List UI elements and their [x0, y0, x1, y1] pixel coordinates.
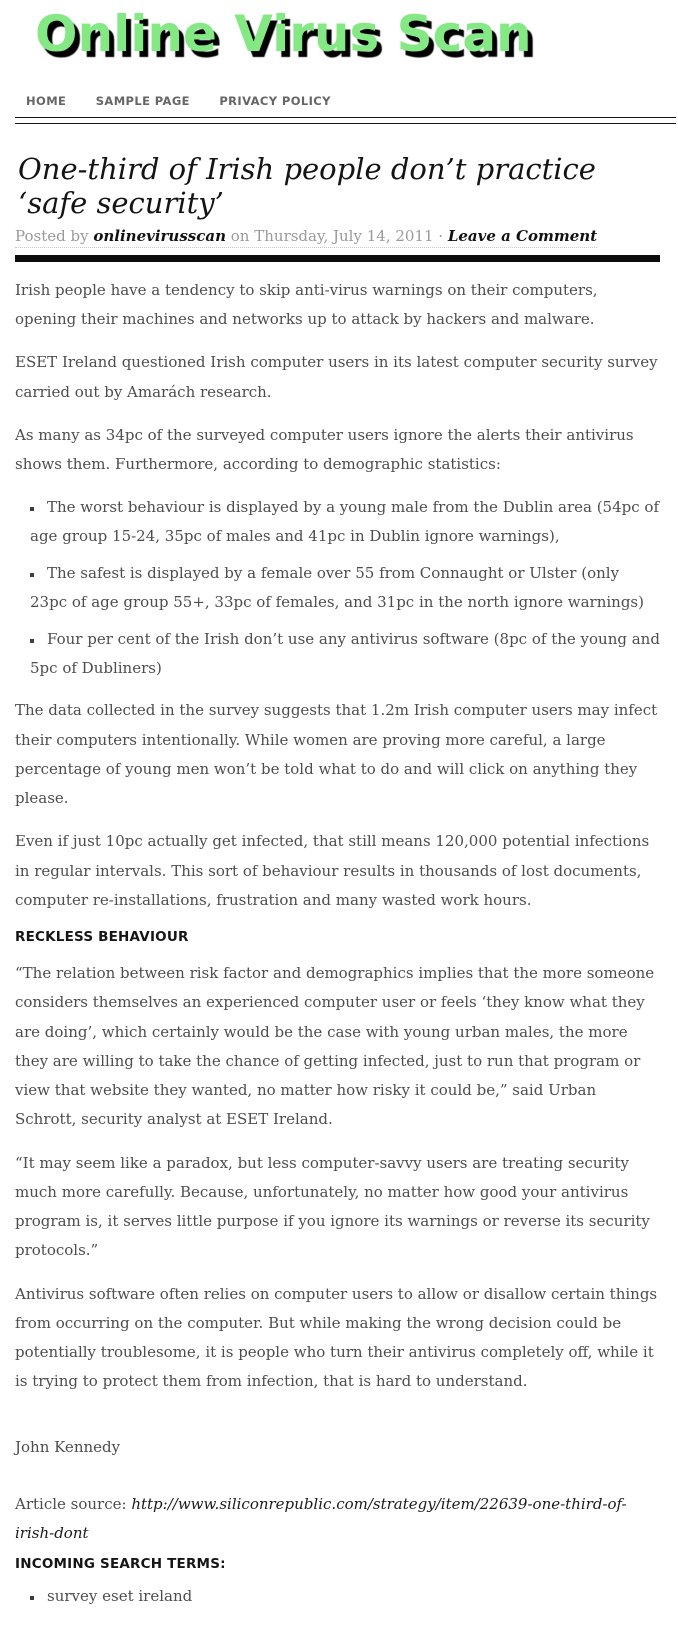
paragraph-eset-survey: ESET Ireland questioned Irish computer users in its latest computer security survey carried out by Amarách research.	[15, 353, 658, 401]
heading-incoming-search-terms: INCOMING SEARCH TERMS:	[15, 1556, 226, 1573]
byline	[15, 226, 660, 247]
search-term-item: ▪ survey eset ireland	[30, 1582, 660, 1611]
site-title[interactable]: Online Virus Scan	[35, 5, 532, 63]
post-title: One-third of Irish people don’t practice ‘safe security’	[18, 151, 596, 220]
list-item-safest: ▪ The safest is displayed by a female over 55 from Connaught or Ulster (only 23pc of age group 55+, 33pc of females, and 31pc in the north ignore warnings)	[30, 559, 660, 616]
list-item-worst-behaviour: ▪ The worst behaviour is displayed by a young male from the Dublin area (54pc of age group 15-24, 35pc of males and 41pc in Dublin ignore warnings),	[30, 493, 660, 550]
article-source-line	[15, 1490, 660, 1549]
article	[15, 152, 660, 1611]
demographics-list	[15, 493, 660, 682]
paragraph-quote-paradox: “It may seem like a paradox, but less computer-savvy users are treating security much more carefully. Because, unfortunately, no matter how good your antivirus program is, it serves little purpose if you ignore its warnings or reverse its security protocols.”	[15, 1153, 650, 1260]
post-divider-bar	[15, 255, 660, 262]
paragraph-quote-risk: “The relation between risk factor and demographics implies that the more someone considers themselves an experienced computer user or feels ‘they know what they are doing’, which certainly would be the case with young urban males, the more they are willing to take the chance of getting infected, just to run that program or view that website they wanted, no matter how risky it could be,” said Urban Schrott, security analyst at ESET Ireland.	[15, 964, 655, 1129]
article-source-label: Article source:	[15, 1494, 127, 1513]
byline-posted-by-label: Posted by	[15, 226, 89, 245]
article-source-link[interactable]: http://www.siliconrepublic.com/strategy/item/22639-one-third-of-irish-dont	[15, 1494, 627, 1543]
search-terms-list	[15, 1582, 660, 1611]
paragraph-antivirus-relies: Antivirus software often relies on computer users to allow or disallow certain things from occurring on the computer. But while making the wrong decision could be potentially troublesome, it is people who turn their antivirus completely off, while it is trying to protect them from infection, that is hard to understand.	[15, 1284, 658, 1391]
leave-comment-link[interactable]: Leave a Comment	[447, 226, 598, 245]
header-divider	[15, 117, 676, 124]
paragraph-intro: Irish people have a tendency to skip anti-virus warnings on their computers, opening their machines and networks up to attack by hackers and malware.	[15, 280, 598, 329]
nav-item-sample-page[interactable]: SAMPLE PAGE	[95, 93, 190, 108]
paragraph-data-collected: The data collected in the survey suggests that 1.2m Irish computer users may infect their computers intentionally. While women are proving more careful, a large percentage of young men won’t be told what to do and will click on anything they please.	[15, 701, 658, 808]
author-signoff: John Kennedy	[15, 1437, 121, 1456]
main-nav	[26, 94, 678, 108]
paragraph-infection-estimate: Even if just 10pc actually get infected, that still means 120,000 potential infections in regular intervals. This sort of behaviour results in thousands of lost documents, computer re-installations, frustration and many wasted work hours.	[15, 832, 650, 909]
nav-item-home[interactable]: HOME	[26, 93, 67, 108]
list-item-no-antivirus: ▪ Four per cent of the Irish don’t use any antivirus software (8pc of the young and 5pc of Dubliners)	[30, 625, 660, 682]
author-link[interactable]: onlinevirusscan	[93, 226, 226, 245]
byline-text	[15, 227, 597, 248]
nav-item-privacy-policy[interactable]: PRIVACY POLICY	[219, 93, 331, 108]
site-header	[0, 6, 678, 124]
paragraph-stats-lead: As many as 34pc of the surveyed computer users ignore the alerts their antivirus shows them. Furthermore, according to demographic statistics:	[15, 425, 634, 474]
heading-reckless-behaviour: RECKLESS BEHAVIOUR	[15, 929, 189, 946]
byline-date: on Thursday, July 14, 2011 ·	[230, 226, 444, 245]
